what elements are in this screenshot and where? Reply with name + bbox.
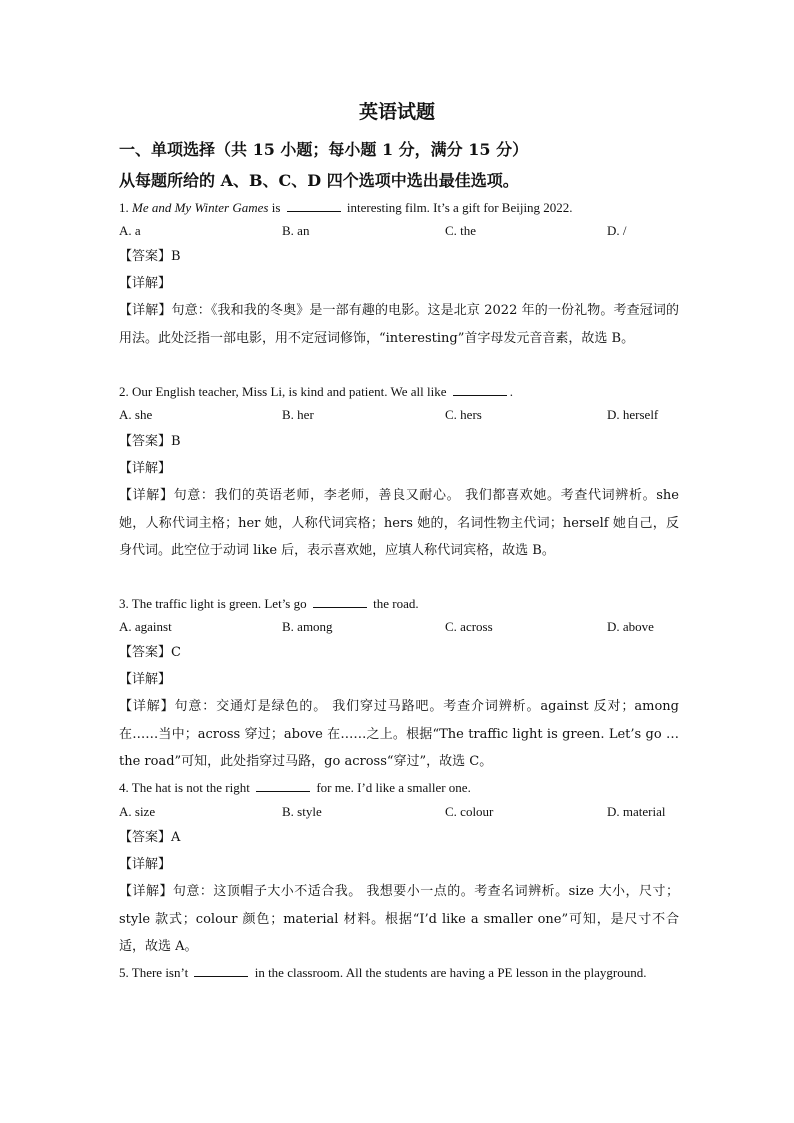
option-b: B. among bbox=[282, 619, 333, 634]
option-d: D. material bbox=[607, 804, 666, 819]
question-2-answer: 【答案】B bbox=[119, 434, 181, 449]
question-4-options bbox=[119, 804, 679, 822]
question-5-stem-end: in the classroom. All the students are having a PE lesson in the playground. bbox=[251, 965, 647, 980]
question-3-detail-label: 【详解】 bbox=[119, 672, 172, 687]
answer-blank bbox=[453, 384, 507, 396]
section-heading: 一、单项选择（共 15 小题；每小题 1 分，满分 15 分） bbox=[119, 140, 529, 159]
question-1-stem bbox=[119, 199, 573, 217]
question-4-answer: 【答案】A bbox=[119, 830, 181, 845]
section-instruction: 从每题所给的 A、B、C、D 四个选项中选出最佳选项。 bbox=[119, 171, 519, 190]
option-c: C. colour bbox=[445, 804, 494, 819]
option-a: A. size bbox=[119, 804, 156, 819]
option-a: A. she bbox=[119, 407, 153, 422]
question-2-options bbox=[119, 407, 679, 425]
question-1-explanation: 【详解】句意：《我和我的冬奥》是一部有趣的电影。这是北京 2022 年的一份礼物。考查冠词的用法。此处泛指一部电影，用不定冠词修饰，“interesting”首字母发元音音素，故选 B。 bbox=[119, 303, 679, 346]
answer-blank bbox=[313, 596, 367, 608]
option-c: C. hers bbox=[445, 407, 482, 422]
option-d: D. herself bbox=[607, 407, 659, 422]
option-d: D. above bbox=[607, 619, 654, 634]
question-4-detail-label: 【详解】 bbox=[119, 857, 172, 872]
question-1-detail-label: 【详解】 bbox=[119, 276, 172, 291]
question-2-stem-start: 2. Our English teacher, Miss Li, is kind and patient. We all like bbox=[119, 384, 450, 399]
page-title: 英语试题 bbox=[358, 101, 435, 123]
question-1-options bbox=[119, 223, 679, 241]
option-b: B. her bbox=[282, 407, 314, 422]
question-4-explanation: 【详解】句意：这顶帽子大小不适合我。 我想要小一点的。考查名词辨析。size 大小，尺寸；style 款式；colour 颜色；material 材料。根据“I’d like a smaller one”可知，是尺寸不合适，故选 A。 bbox=[119, 884, 679, 954]
question-1-stem-mid: is bbox=[268, 200, 284, 215]
option-d: D. / bbox=[607, 223, 627, 238]
option-c: C. across bbox=[445, 619, 493, 634]
question-2-detail-label: 【详解】 bbox=[119, 461, 172, 476]
question-4-stem bbox=[119, 779, 471, 797]
question-3-options bbox=[119, 619, 679, 637]
question-4-stem-end: for me. I’d like a smaller one. bbox=[313, 780, 471, 795]
question-5-stem bbox=[119, 960, 679, 985]
question-2-explanation: 【详解】句意：我们的英语老师，李老师，善良又耐心。 我们都喜欢她。考查代词辨析。she 她，人称代词主格；her 她，人称代词宾格；hers 她的，名词性物主代词；herself 她自己，反身代词。此空位于动词 like 后，表示喜欢她，应填人称代词宾格，故选 B。 bbox=[119, 488, 679, 558]
question-3-stem-start: 3. The traffic light is green. Let’s go bbox=[119, 596, 310, 611]
question-2-stem-end: . bbox=[509, 384, 513, 399]
option-a: A. against bbox=[119, 619, 172, 634]
question-3-answer: 【答案】C bbox=[119, 645, 181, 660]
question-3-explanation: 【详解】句意：交通灯是绿色的。 我们穿过马路吧。考查介词辨析。against 反对；among 在……当中；across 穿过；above 在……之上。根据“The traffic light is green. Let’s go … the road”可知，此处指穿过马路，go across“穿过”，故选 C。 bbox=[119, 699, 679, 769]
question-1-number: 1. bbox=[119, 200, 132, 215]
question-3-stem-end: the road. bbox=[369, 596, 419, 611]
option-b: B. style bbox=[282, 804, 322, 819]
answer-blank bbox=[287, 200, 341, 212]
question-5-stem-start: 5. There isn’t bbox=[119, 965, 192, 980]
question-4-stem-start: 4. The hat is not the right bbox=[119, 780, 254, 795]
option-c: C. the bbox=[445, 223, 477, 238]
question-2-stem bbox=[119, 383, 513, 401]
answer-blank bbox=[256, 780, 310, 792]
question-1-answer: 【答案】B bbox=[119, 249, 181, 264]
option-b: B. an bbox=[282, 223, 310, 238]
answer-blank bbox=[194, 965, 248, 977]
question-1-film-title: Me and My Winter Games bbox=[132, 200, 269, 215]
question-1-stem-end: interesting film. It’s a gift for Beijing 2022. bbox=[343, 200, 573, 215]
option-a: A. a bbox=[119, 223, 141, 238]
question-3-stem bbox=[119, 595, 419, 613]
